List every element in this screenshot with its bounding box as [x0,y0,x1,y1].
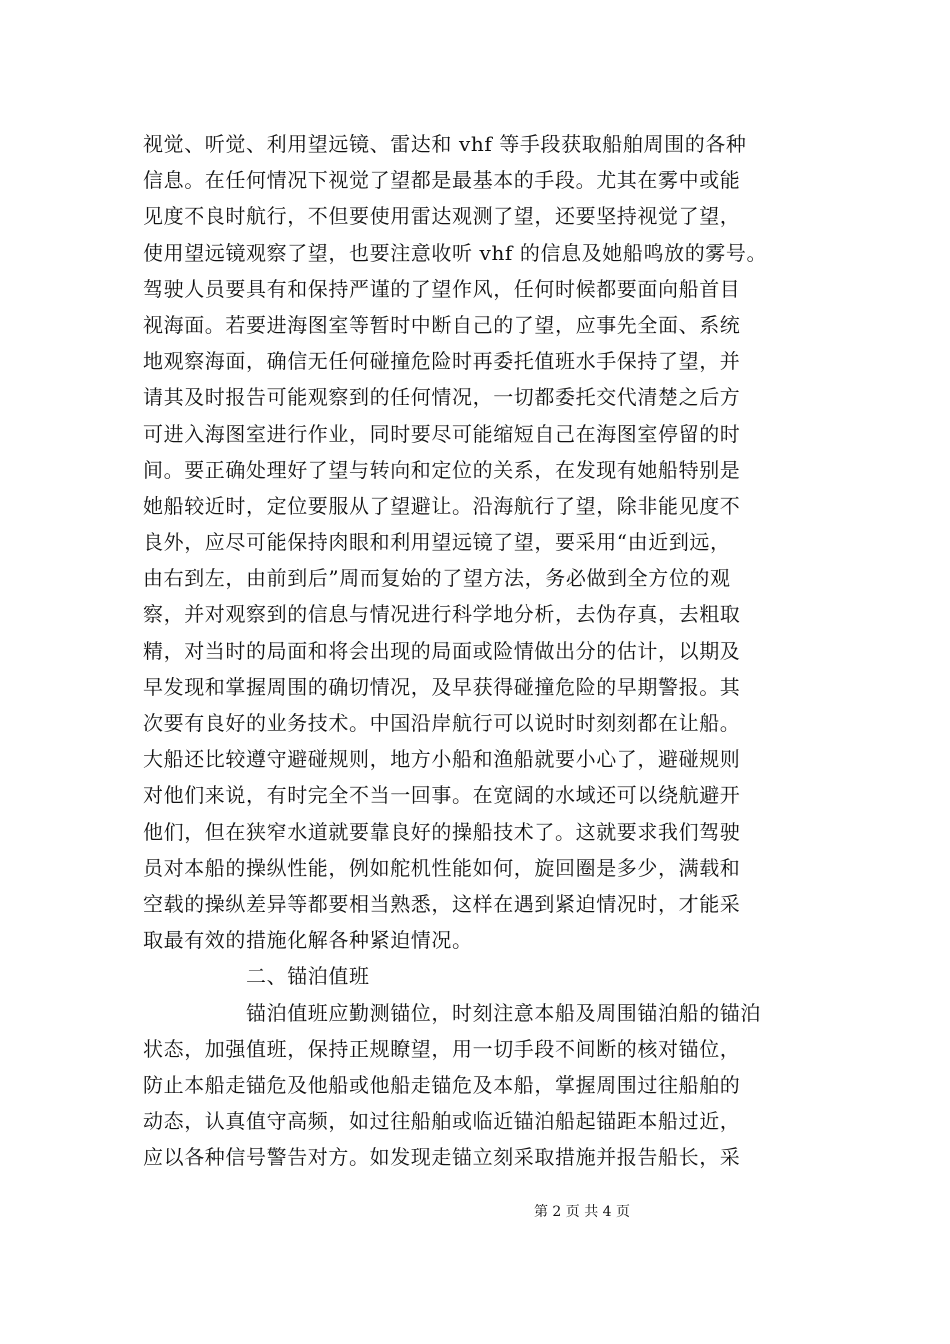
body-text [143,126,823,1175]
text-line: 他们，但在狭窄水道就要靠良好的操船技术了。这就要求我们驾驶 [143,819,741,844]
text-line: 使用望远镜观察了望，也要注意收听 vhf 的信息及她船鸣放的雾号。 [143,240,768,265]
text-line: 地观察海面，确信无任何碰撞危险时再委托值班水手保持了望，并 [143,349,741,374]
text-line: 防止本船走锚危及他船或他船走锚危及本船，掌握周围过往船舶的 [143,1072,741,1097]
text-line: 员对本船的操纵性能，例如舵机性能如何，旋回圈是多少，满载和 [143,855,741,880]
text-line: 早发现和掌握周围的确切情况，及早获得碰撞危险的早期警报。其 [143,674,741,699]
text-line: 间。要正确处理好了望与转向和定位的关系，在发现有她船特别是 [143,457,741,482]
text-line: 取最有效的措施化解各种紧迫情况。 [143,928,473,953]
text-line: 空载的操纵差异等都要相当熟悉，这样在遇到紧迫情况时，才能采 [143,891,741,916]
section-heading: 二、锚泊值班 [246,964,370,989]
text-line: 请其及时报告可能观察到的任何情况，一切都委托交代清楚之后方 [143,385,741,410]
text-line: 驾驶人员要具有和保持严谨的了望作风，任何时候都要面向船首目 [143,276,741,301]
text-line: 精，对当时的局面和将会出现的局面或险情做出分的估计，以期及 [143,638,741,663]
text-line: 她船较近时，定位要服从了望避让。沿海航行了望，除非能见度不 [143,493,741,518]
text-line: 可进入海图室进行作业，同时要尽可能缩短自己在海图室停留的时 [143,421,741,446]
text-line: 大船还比较遵守避碰规则，地方小船和渔船就要小心了，避碰规则 [143,747,741,772]
text-line: 由右到左，由前到后”周而复始的了望方法，务必做到全方位的观 [143,566,731,591]
text-line: 视觉、听觉、利用望远镜、雷达和 vhf 等手段获取船舶周围的各种 [143,132,747,156]
text-line: 应以各种信号警告对方。如发现走锚立刻采取措施并报告船长，采 [143,1145,741,1170]
text-line: 视海面。若要进海图室等暂时中断自己的了望，应事先全面、系统 [143,312,741,337]
text-line: 见度不良时航行，不但要使用雷达观测了望，还要坚持视觉了望， [143,204,741,229]
text-line: 次要有良好的业务技术。中国沿岸航行可以说时时刻刻都在让船。 [143,711,741,735]
text-line: 对他们来说，有时完全不当一回事。在宽阔的水域还可以绕航避开 [143,783,741,808]
text-line: 察，并对观察到的信息与情况进行科学地分析，去伪存真，去粗取 [143,602,741,627]
text-line: 良外，应尽可能保持肉眼和利用望远镜了望，要采用“由近到远， [143,530,731,555]
text-line: 状态，加强值班，保持正规瞭望，用一切手段不间断的核对锚位， [143,1036,741,1061]
text-line: 锚泊值班应勤测锚位，时刻注意本船及周围锚泊船的锚泊 [246,1000,761,1025]
text-line: 动态，认真值守高频，如过往船舶或临近锚泊船起锚距本船过近， [143,1109,741,1134]
page-number-footer: 第 2 页 共 4 页 [533,1204,631,1220]
text-line: 信息。在任何情况下视觉了望都是最基本的手段。尤其在雾中或能 [143,168,741,193]
